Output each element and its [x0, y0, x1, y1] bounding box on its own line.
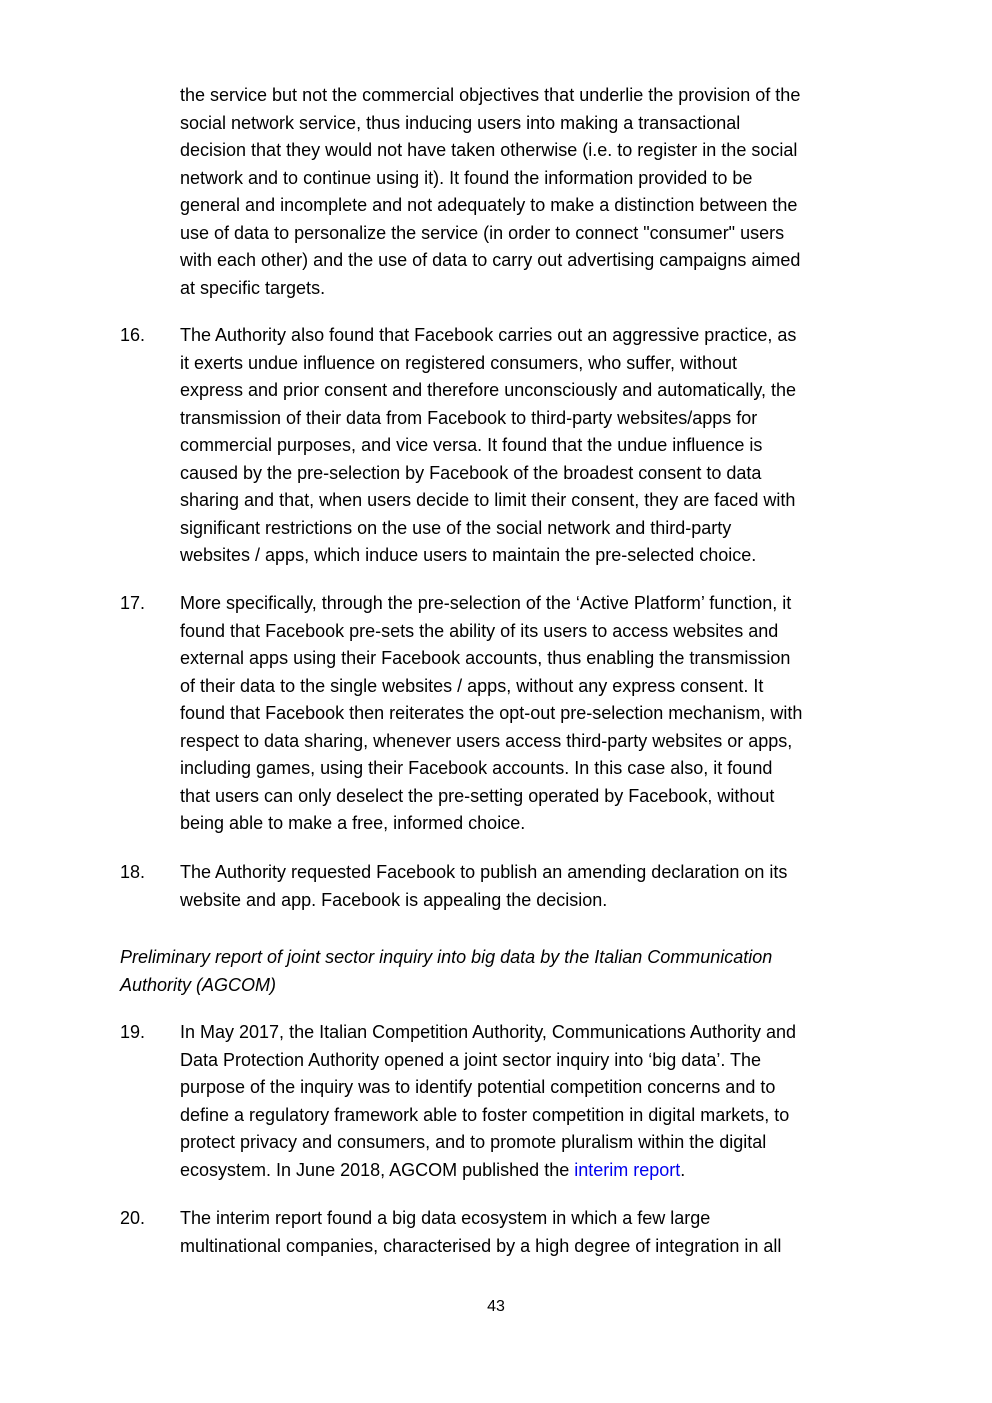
text-line: express and prior consent and therefore unconsciously and automatically, the [180, 380, 797, 400]
text-line: significant restrictions on the use of the social network and third-party [180, 517, 732, 538]
text-line: found that Facebook pre-sets the ability of its users to access websites and [180, 620, 779, 641]
text-line: including games, using their Facebook accounts. In this case also, it found [180, 758, 773, 778]
text-line [180, 1157, 796, 1185]
text-line: being able to make a free, informed choice. [180, 813, 526, 833]
text-line: website and app. Facebook is appealing the decision. [180, 889, 608, 910]
text-line: The Authority also found that Facebook carries out an aggressive practice, as [180, 325, 797, 345]
text-line: use of data to personalize the service (in order to connect "consumer" users [180, 222, 785, 243]
paragraph-number: 17. [120, 593, 146, 613]
text-line: define a regulatory framework able to foster competition in digital markets, to [180, 1104, 790, 1125]
text-line: external apps using their Facebook accounts, thus enabling the transmission [180, 648, 791, 668]
text-line: respect to data sharing, whenever users access third-party websites or apps, [180, 730, 793, 751]
text-line: Data Protection Authority opened a joint sector inquiry into ‘big data’. The [180, 1049, 762, 1070]
text-line: sharing and that, when users decide to limit their consent, they are faced with [180, 490, 796, 510]
text-line: the service but not the commercial objectives that underlie the provision of the [180, 85, 801, 105]
text-line: protect privacy and consumers, and to promote pluralism within the digital [180, 1132, 767, 1152]
paragraph-text [180, 590, 802, 838]
text-line: purpose of the inquiry was to identify potential competition concerns and to [180, 1077, 776, 1097]
paragraph-number: 20. [120, 1208, 146, 1228]
text-line: decision that they would not have taken otherwise (i.e. to register in the social [180, 140, 798, 160]
text-line: The interim report found a big data ecosystem in which a few large [180, 1208, 711, 1228]
text-line: general and incomplete and not adequately to make a distinction between the [180, 195, 798, 215]
text-line: at specific targets. [180, 277, 326, 298]
heading-line: Authority (AGCOM) [120, 974, 277, 995]
text-line: multinational companies, characterised by a high degree of integration in all [180, 1235, 782, 1256]
text-line: More specifically, through the pre-selection of the ‘Active Platform’ function, it [180, 593, 792, 613]
text-line: of their data to the single websites / apps, without any express consent. It [180, 675, 764, 696]
heading-line: Preliminary report of joint sector inquiry into big data by the Italian Communication [120, 947, 773, 967]
paragraph-text [180, 322, 796, 570]
paragraph-text [180, 859, 787, 914]
paragraph-number: 18. [120, 862, 146, 882]
text-line: commercial purposes, and vice versa. It found that the undue influence is [180, 435, 763, 455]
text-line: social network service, thus inducing users into making a transactional [180, 112, 741, 133]
text-line: The Authority requested Facebook to publish an amending declaration on its [180, 862, 788, 882]
text-segment: ecosystem. In June 2018, AGCOM published the [180, 1159, 575, 1180]
text-segment: . [680, 1159, 686, 1180]
paragraph-text [180, 82, 800, 302]
text-line: transmission of their data from Facebook to third-party websites/apps for [180, 407, 758, 428]
text-line: websites / apps, which induce users to maintain the pre-selected choice. [180, 545, 757, 565]
text-line: caused by the pre-selection by Facebook of the broadest consent to data [180, 462, 762, 483]
paragraph-number: 16. [120, 325, 146, 345]
paragraph-text [180, 1019, 796, 1184]
paragraph-text [180, 1205, 781, 1260]
text-line: In May 2017, the Italian Competition Authority, Communications Authority and [180, 1022, 796, 1042]
page-number: 43 [487, 1298, 505, 1315]
text-line: network and to continue using it). It found the information provided to be [180, 167, 753, 188]
interim-report-link[interactable]: interim report [574, 1159, 681, 1180]
paragraph-number: 19. [120, 1022, 146, 1042]
text-line: found that Facebook then reiterates the opt-out pre-selection mechanism, with [180, 703, 803, 723]
section-heading [120, 944, 772, 999]
text-line: with each other) and the use of data to carry out advertising campaigns aimed [180, 250, 801, 270]
text-line: it exerts undue influence on registered consumers, who suffer, without [180, 352, 737, 373]
text-line: that users can only deselect the pre-setting operated by Facebook, without [180, 785, 775, 806]
